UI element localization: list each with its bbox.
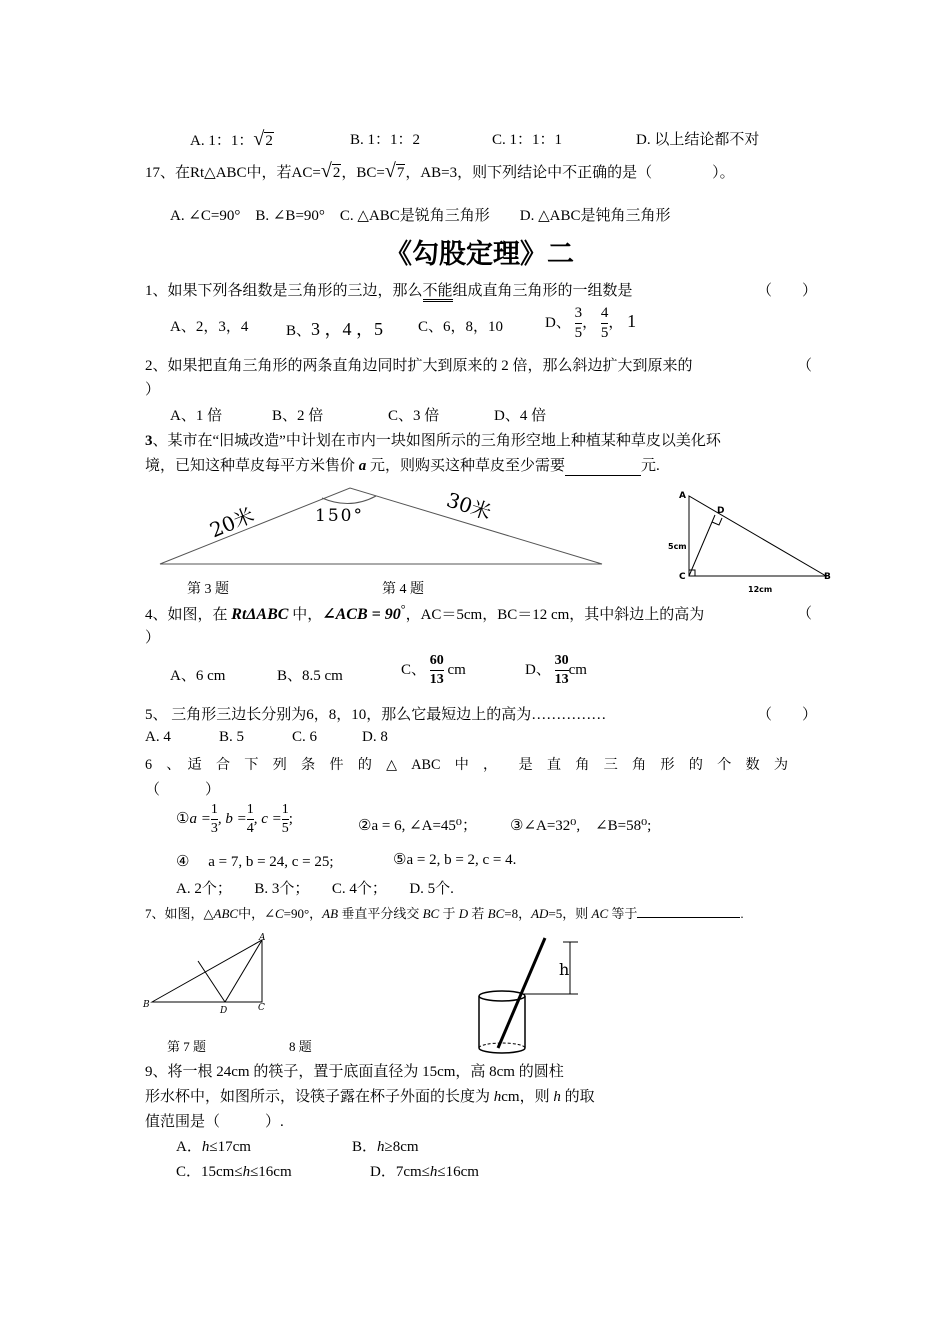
q1-option-d-label: D、 [545, 314, 571, 331]
sqrt-symbol: √2 [253, 128, 273, 150]
q9-opt-b-label: B． [352, 1139, 378, 1155]
frac-den: 5 [600, 325, 609, 341]
q17-root1: 2 [332, 165, 341, 181]
q7-a: 7、如图，△ [145, 906, 214, 921]
fig4-caption: 第 4 题 [382, 582, 424, 597]
q7-d-text: 垂直平分线交 [338, 906, 423, 921]
q9-var-h: h [377, 1139, 385, 1155]
q3-line2a: 境，已知这种草皮每平方米售价 [145, 458, 359, 474]
q9-opt-a-label: A． [176, 1139, 202, 1155]
q6-condition-2: ②a = 6, ∠A=45⁰； [358, 818, 477, 834]
q7-ab: AB [322, 906, 339, 921]
q2-option-a: A、1 倍 [170, 408, 223, 424]
frac-bar [555, 670, 569, 671]
q5-stem: 5、 三角形三边长分别为6，8，10，那么它最短边上的高为…………… [145, 707, 607, 723]
frac-bar [282, 819, 289, 820]
q2-option-c: C、3 倍 [388, 408, 440, 424]
q9-var-h: h [201, 1139, 210, 1155]
q5-option-d: D. 8 [362, 729, 388, 745]
angle-arc [322, 496, 376, 504]
q5-paren: （ ） [757, 707, 818, 723]
figure-8-cup [470, 934, 585, 1059]
var-a: a = [189, 810, 211, 827]
frac-den: 5 [574, 325, 583, 341]
q4-option-b: B、8.5 cm [277, 668, 343, 684]
q4-option-d-label: D、 [525, 661, 551, 678]
q9-option-c [176, 1160, 292, 1181]
frac-num: 1 [210, 802, 218, 817]
cup-bottom [479, 1048, 525, 1053]
fig3-caption: 第 3 题 [187, 582, 229, 597]
figure-4-right-triangle [668, 486, 838, 598]
fig3-left-label: 20米 [206, 502, 258, 543]
q9-opt-d-label: D．7cm≤ [370, 1164, 430, 1180]
frac-den: 5 [281, 821, 289, 836]
q17-stem-a: 17、在Rt△ABC中，若AC= [145, 165, 321, 181]
q2-paren-close: ） [145, 382, 161, 398]
q3-number: 3 [145, 433, 153, 449]
q4-paren-open: （ [797, 606, 813, 622]
q17-stem-c: ，AB=3，则下列结论中不正确的是（ ）。 [405, 165, 735, 181]
label-h: h [559, 960, 570, 979]
fraction [575, 306, 583, 341]
q1-paren: （ ） [757, 283, 818, 299]
q1-option-a: A、2，3，4 [170, 319, 249, 335]
label-c: C [679, 572, 686, 582]
q1-stem-a: 1、如果下列各组数是三角形的三边，那么 [145, 283, 423, 299]
q9-line2c: 的取 [560, 1089, 595, 1105]
figure-3-triangle [150, 480, 610, 575]
q4-paren-close: ） [145, 630, 161, 646]
fraction [430, 654, 444, 687]
q9-opt-c-label: C．15cm≤ [176, 1164, 243, 1180]
q9-line2a: 形水杯中，如图所示，设筷子露在杯子外面的长度为 [145, 1089, 494, 1105]
q3-line2c: 元. [641, 458, 660, 474]
q4-stem-b: 中， [288, 607, 323, 623]
sqrt-symbol: √7 [384, 160, 405, 182]
q4-option-a: A、6 cm [170, 668, 226, 684]
q4-triangle: RtΔABC [231, 606, 289, 623]
q7-stem [145, 903, 744, 922]
q7-bc: BC [422, 906, 440, 921]
q16-option-c: C. 1：1：1 [492, 132, 563, 148]
q17-stem [145, 160, 735, 183]
q4-stem-a: 4、如图，在 [145, 607, 232, 623]
q5-option-a: A. 4 [145, 729, 171, 745]
q16-root: 2 [265, 133, 273, 149]
q16-option-d: D. 以上结论都不对 [636, 132, 760, 148]
q3-var: a [358, 458, 367, 474]
var-c: , c = [253, 810, 282, 827]
q7-d: D [458, 906, 469, 921]
frac-den: 4 [246, 821, 254, 836]
q6-stem: 6 、 适 合 下 列 条 件 的 △ ABC 中 ， 是 直 角 三 角 形 的 个 数 为 [145, 757, 789, 773]
q4-option-c-label: C、 [401, 661, 427, 678]
q7-ad: AD [531, 906, 549, 921]
segment-ad [225, 940, 262, 1002]
frac-bar [601, 323, 609, 324]
q7-g-text: =8， [504, 906, 532, 921]
q16-option-a-text: A. 1：1： [190, 133, 254, 149]
figure-7-triangle [140, 930, 270, 1020]
q2-paren-open: （ [797, 358, 813, 374]
q1-emphasis: 不能 [423, 283, 453, 302]
triangle-shape [689, 496, 826, 576]
q6-paren: （ ） [145, 782, 221, 798]
sqrt-symbol: √2 [320, 160, 341, 182]
page-title: 《勾股定理》二 [385, 239, 574, 270]
q3-line2 [145, 454, 660, 476]
q4-option-c [401, 654, 466, 687]
q7-ac: AC [591, 906, 609, 921]
frac-bar [430, 670, 444, 671]
label-a: A [259, 933, 266, 943]
fig3-right-label: 30米 [443, 487, 495, 525]
q7-e-text: 于 [439, 906, 459, 921]
frac-num: 1 [246, 802, 254, 817]
q4-angle: ∠ACB = 90 [322, 606, 401, 623]
q6-c1-end: ; [288, 810, 293, 827]
q9-option-a [176, 1135, 251, 1156]
q4-degree: ° [400, 602, 406, 616]
fraction [555, 654, 569, 687]
q7-b: 中，∠ [238, 906, 275, 921]
fraction [601, 306, 609, 341]
q16-option-a [190, 128, 274, 151]
frac-den: 13 [429, 672, 444, 687]
label-b: B [824, 572, 831, 582]
q9-opt-b-val: ≥8cm [384, 1139, 419, 1155]
label-d: D [717, 506, 725, 516]
q7-abc: ABC [213, 906, 239, 921]
q17-options: A. ∠C=90° B. ∠B=90° C. △ABC是锐角三角形 D. △ABC是钝角三角形 [170, 208, 671, 224]
q9-opt-d-val: ≤16cm [437, 1164, 479, 1180]
q7-c: C [274, 906, 284, 921]
q17-root2: 7 [396, 165, 405, 181]
q1-stem [145, 279, 633, 300]
circled-1: ① [176, 810, 190, 827]
q1-option-b-nums: 3 ，4 ，5 [311, 319, 384, 339]
fraction [247, 803, 254, 836]
fig8-caption: 8 题 [289, 1039, 312, 1054]
q1-option-d: D、 $\frac{3}{5}$ ， $\frac{4}{5}$ ， 1 [545, 305, 637, 341]
q4-option-d [525, 654, 587, 687]
frac-num: 4 [600, 305, 609, 321]
q7-answer-blank [637, 905, 740, 918]
q1-option-b [286, 315, 383, 341]
fig7-caption: 第 7 题 [167, 1039, 207, 1054]
q9-line1: 9、将一根 24cm 的筷子，置于底面直径为 15cm，高 8cm 的圆柱 [145, 1064, 564, 1080]
label-c: C [258, 1003, 265, 1013]
q2-stem: 2、如果把直角三角形的两条直角边同时扩大到原来的 2 倍，那么斜边扩大到原来的 [145, 358, 693, 374]
q9-opt-c-val: ≤16cm [250, 1164, 292, 1180]
triangle-shape [152, 940, 262, 1002]
label-b: B [143, 1000, 150, 1010]
q1-option-c: C、6，8，10 [418, 319, 504, 335]
q9-var-h: h [242, 1164, 251, 1180]
q3-line1 [145, 429, 721, 450]
q3-line2b: 元，则购买这种草皮至少需要 [366, 458, 566, 474]
q17-stem-b: ，BC= [341, 165, 385, 181]
q4-stem-c: ，AC＝5cm，BC＝12 cm，其中斜边上的高为 [405, 607, 705, 623]
frac-bar [575, 323, 583, 324]
cup-rim [479, 991, 525, 1001]
q9-line2b: cm，则 [501, 1089, 554, 1105]
fig3-angle-label: 150° [315, 506, 364, 526]
label-a: A [679, 491, 686, 501]
label-base: 12cm [748, 585, 773, 594]
q3-answer-blank [565, 454, 641, 476]
frac-num: 1 [281, 802, 289, 817]
q9-option-b [352, 1135, 419, 1156]
frac-den: 13 [554, 672, 569, 687]
q2-option-b: B、2 倍 [272, 408, 324, 424]
q3-line1-text: 、某市在“旧城改造”中计划在市内一块如图所示的三角形空地上种植某种草皮以美化环 [152, 433, 721, 449]
q6-condition-1 [176, 803, 293, 836]
q7-end: . [740, 906, 744, 921]
frac-den: 3 [210, 821, 218, 836]
cup-bottom-hidden [479, 1043, 525, 1048]
q9-var-h: h [493, 1089, 502, 1105]
var-b: , b = [217, 810, 247, 827]
q4-stem [145, 602, 704, 624]
q7-f-text: 若 [468, 906, 488, 921]
q16-option-b: B. 1：1：2 [350, 132, 421, 148]
q7-i-text: 等于 [608, 906, 638, 921]
q7-bc2: BC [487, 906, 505, 921]
q9-option-d [370, 1160, 479, 1181]
q1-option-d-last: 1 [627, 310, 637, 331]
q9-var-h: h [553, 1089, 561, 1105]
q6-condition-5: ⑤a = 2, b = 2, c = 4. [393, 852, 517, 868]
q6-condition-3: ③∠A=32⁰, ∠B=58⁰; [510, 818, 652, 834]
q6-condition-4: ④ a = 7, b = 24, c = 25; [176, 854, 334, 870]
q4-option-c-unit: cm [443, 661, 466, 678]
q1-option-b-label: B、 [286, 323, 312, 339]
q6-options: A. 2个； B. 3个； C. 4个； D. 5个. [176, 881, 454, 897]
q9-var-h: h [429, 1164, 438, 1180]
altitude-cd [689, 515, 715, 576]
frac-num: 60 [429, 653, 444, 668]
fraction [282, 803, 289, 836]
q9-opt-a-val: ≤17cm [209, 1139, 251, 1155]
frac-bar [247, 819, 254, 820]
q2-option-d: D、4 倍 [494, 408, 547, 424]
frac-bar [211, 819, 218, 820]
label-side: 5cm [668, 542, 687, 551]
frac-num: 3 [574, 305, 583, 321]
frac-num: 30 [554, 653, 569, 668]
q9-line2 [145, 1085, 595, 1106]
q4-option-d-unit: cm [568, 661, 587, 678]
q1-stem-b: 组成直角三角形的一组数是 [452, 283, 633, 299]
q5-option-c: C. 6 [292, 729, 318, 745]
fraction [211, 803, 218, 836]
label-d: D [220, 1006, 228, 1016]
q7-h-text: =5，则 [548, 906, 592, 921]
q9-line3: 值范围是（ ）. [145, 1114, 284, 1130]
perpendicular-bisector [198, 961, 225, 1002]
q5-option-b: B. 5 [219, 729, 245, 745]
q7-c-text: =90°， [283, 906, 323, 921]
